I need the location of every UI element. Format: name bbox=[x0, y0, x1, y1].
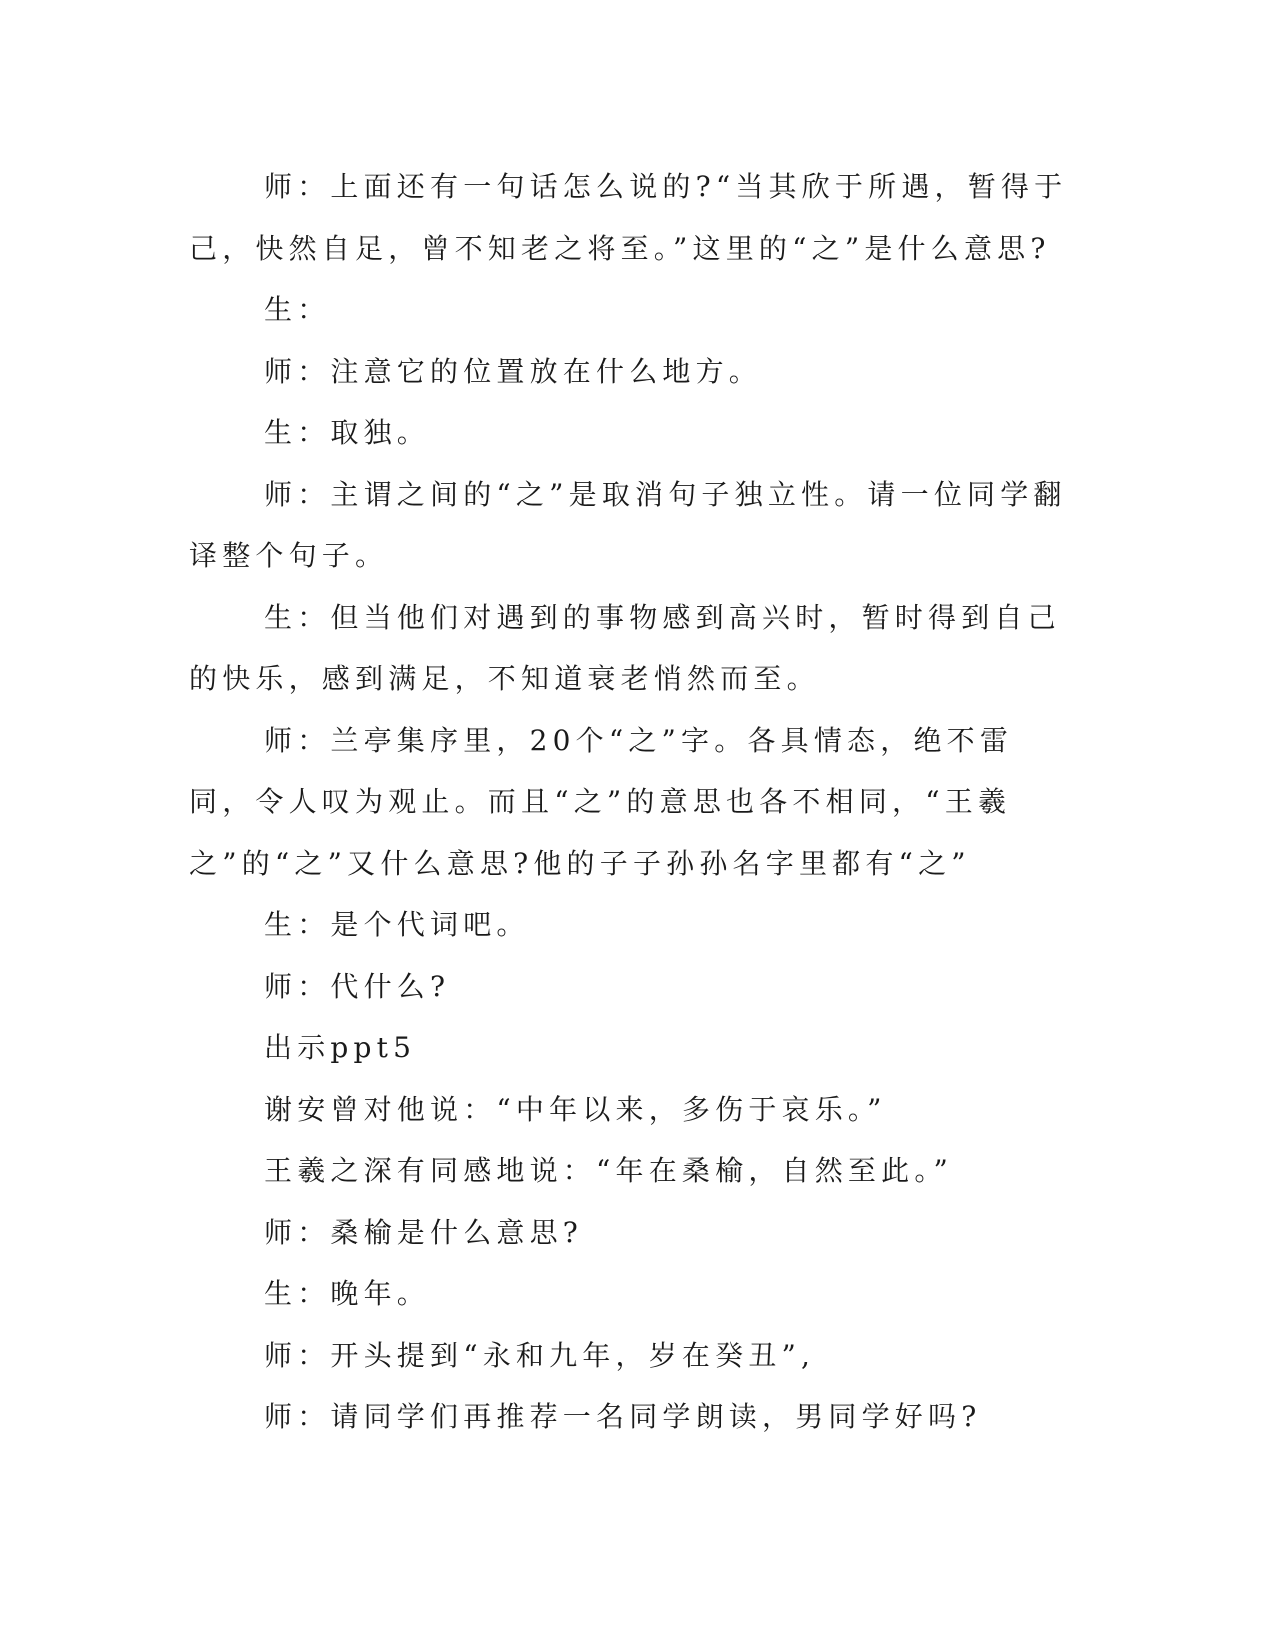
paragraph-7: 师：兰亭集序里，20个“之”字。各具情态，绝不雷同，令人叹为观止。而且“之”的意思也各不相同，“王羲之”的“之”又什么意思?他的子子孙孙名字里都有“之” bbox=[189, 723, 1014, 880]
paragraph-14: 生：晚年。 bbox=[264, 1277, 431, 1310]
paragraph-10: 出示ppt5 bbox=[264, 1031, 417, 1064]
paragraph-6: 生：但当他们对遇到的事物感到高兴时，暂时得到自己的快乐，感到满足，不知道衰老悄然而至。 bbox=[189, 600, 1061, 695]
paragraph-11: 谢安曾对他说：“中年以来，多伤于哀乐。” bbox=[264, 1092, 887, 1126]
paragraph-1: 师：上面还有一句话怎么说的?“当其欣于所遇，暂得于己，快然自足，曾不知老之将至。”这里的“之”是什么意思? bbox=[189, 170, 1068, 265]
paragraph-9: 师：代什么? bbox=[264, 969, 451, 1003]
paragraph-12: 王羲之深有同感地说：“年在桑榆，自然至此。” bbox=[264, 1154, 954, 1187]
document-body bbox=[189, 156, 1069, 1448]
paragraph-15: 师：开头提到“永和九年，岁在癸丑”, bbox=[264, 1338, 816, 1372]
paragraph-16: 师：请同学们再推荐一名同学朗读，男同学好吗? bbox=[264, 1400, 982, 1433]
paragraph-5: 师：主谓之间的“之”是取消句子独立性。请一位同学翻译整个句子。 bbox=[189, 477, 1067, 572]
paragraph-3: 师：注意它的位置放在什么地方。 bbox=[264, 354, 763, 388]
paragraph-13: 师：桑榆是什么意思? bbox=[264, 1215, 584, 1249]
paragraph-2: 生： bbox=[264, 293, 331, 326]
paragraph-8: 生：是个代词吧。 bbox=[264, 908, 530, 941]
paragraph-4: 生：取独。 bbox=[264, 416, 431, 449]
